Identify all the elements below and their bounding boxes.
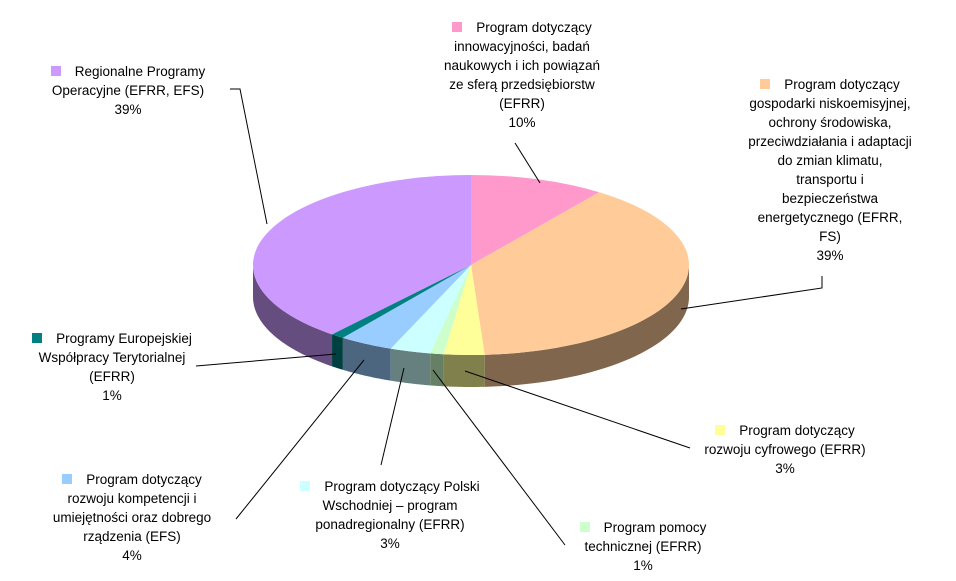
legend-swatch-3 (580, 522, 590, 532)
slice-label-text: bezpieczeństwa (781, 191, 879, 206)
slice-label-5 (20, 470, 244, 565)
legend-swatch-1 (760, 79, 770, 89)
slice-percent-label: 3% (775, 461, 795, 476)
slice-label-text: gospodarki niskoemisyjnej, (749, 96, 911, 111)
slice-label-6 (12, 329, 212, 405)
leader-line-4 (381, 368, 404, 465)
legend-swatch-5 (62, 474, 72, 484)
slice-label-text: Program dotyczący Polski (324, 479, 480, 494)
slice-percent-label: 39% (816, 248, 844, 263)
slice-label-text: transportu i (796, 172, 864, 187)
slice-percent-label: 3% (380, 536, 400, 551)
slice-label-text: rządzenia (EFS) (83, 529, 181, 544)
slice-label-text: Regionalne Programy (74, 64, 206, 79)
slice-label-text: Operacyjne (EFRR, EFS) (51, 83, 205, 98)
slice-label-text: ze sferą przedsiębiorstw (449, 77, 595, 92)
slice-label-text: naukowych i ich powiązań (443, 58, 601, 73)
slice-label-text: przeciwdziałania i adaptacji (748, 134, 912, 149)
slice-label-text: Program dotyczący (476, 20, 592, 35)
legend-swatch-6 (32, 333, 42, 343)
slice-label-text: Programy Europejskiej (56, 331, 192, 346)
slice-label-text: do zmian klimatu, (777, 153, 883, 168)
slice-label-text: rozwoju kompetencji i (67, 491, 197, 506)
slice-label-4 (290, 477, 490, 553)
legend-swatch-0 (452, 22, 462, 32)
slice-label-text: Program dotyczący (86, 472, 202, 487)
slice-label-text: energetycznego (EFRR, (757, 210, 903, 225)
slice-label-text: ochrony środowiska, (768, 115, 892, 130)
legend-swatch-4 (300, 481, 310, 491)
slice-percent-label: 4% (122, 548, 142, 563)
pie-slice-side-program-dotycza-cy (444, 354, 485, 387)
slice-label-text: (EFRR) (499, 96, 545, 111)
slice-label-text: umiejętności oraz dobrego (52, 510, 212, 525)
slice-label-text: Program pomocy (603, 520, 707, 535)
leader-line-6 (196, 354, 336, 366)
slice-label-text: technicznej (EFRR) (584, 539, 702, 554)
pie-slice-side-program-dotycza-cy-polski (391, 349, 430, 386)
legend-swatch-2 (715, 425, 725, 435)
leader-line-7 (230, 89, 267, 224)
slice-label-text: Współpracy Terytorialnej (38, 350, 186, 365)
slice-label-text: Program dotyczący (739, 423, 855, 438)
leader-line-2 (465, 371, 690, 448)
slice-label-text: Program dotyczący (784, 77, 900, 92)
pie-slice-side-programy-europejskiej (332, 334, 343, 369)
slice-label-text: innowacyjności, badań (454, 39, 590, 54)
slice-percent-label: 1% (633, 558, 653, 573)
slice-label-2 (690, 421, 880, 478)
slice-label-text: rozwoju cyfrowego (EFRR) (704, 442, 866, 457)
leader-line-0 (515, 143, 540, 183)
slice-label-7 (30, 62, 226, 119)
slice-label-text: FS) (819, 229, 841, 244)
slice-label-0 (424, 18, 620, 132)
slice-percent-label: 10% (508, 115, 536, 130)
leader-line-1 (681, 276, 822, 309)
slice-label-text: ponadregionalny (EFRR) (315, 517, 465, 532)
slice-label-3 (568, 518, 718, 575)
slice-label-text: Wschodniej – program (322, 498, 458, 513)
slice-label-1 (724, 75, 936, 265)
slice-percent-label: 39% (114, 102, 142, 117)
slice-label-text: (EFRR) (89, 369, 135, 384)
legend-swatch-7 (51, 66, 61, 76)
slice-percent-label: 1% (102, 388, 122, 403)
